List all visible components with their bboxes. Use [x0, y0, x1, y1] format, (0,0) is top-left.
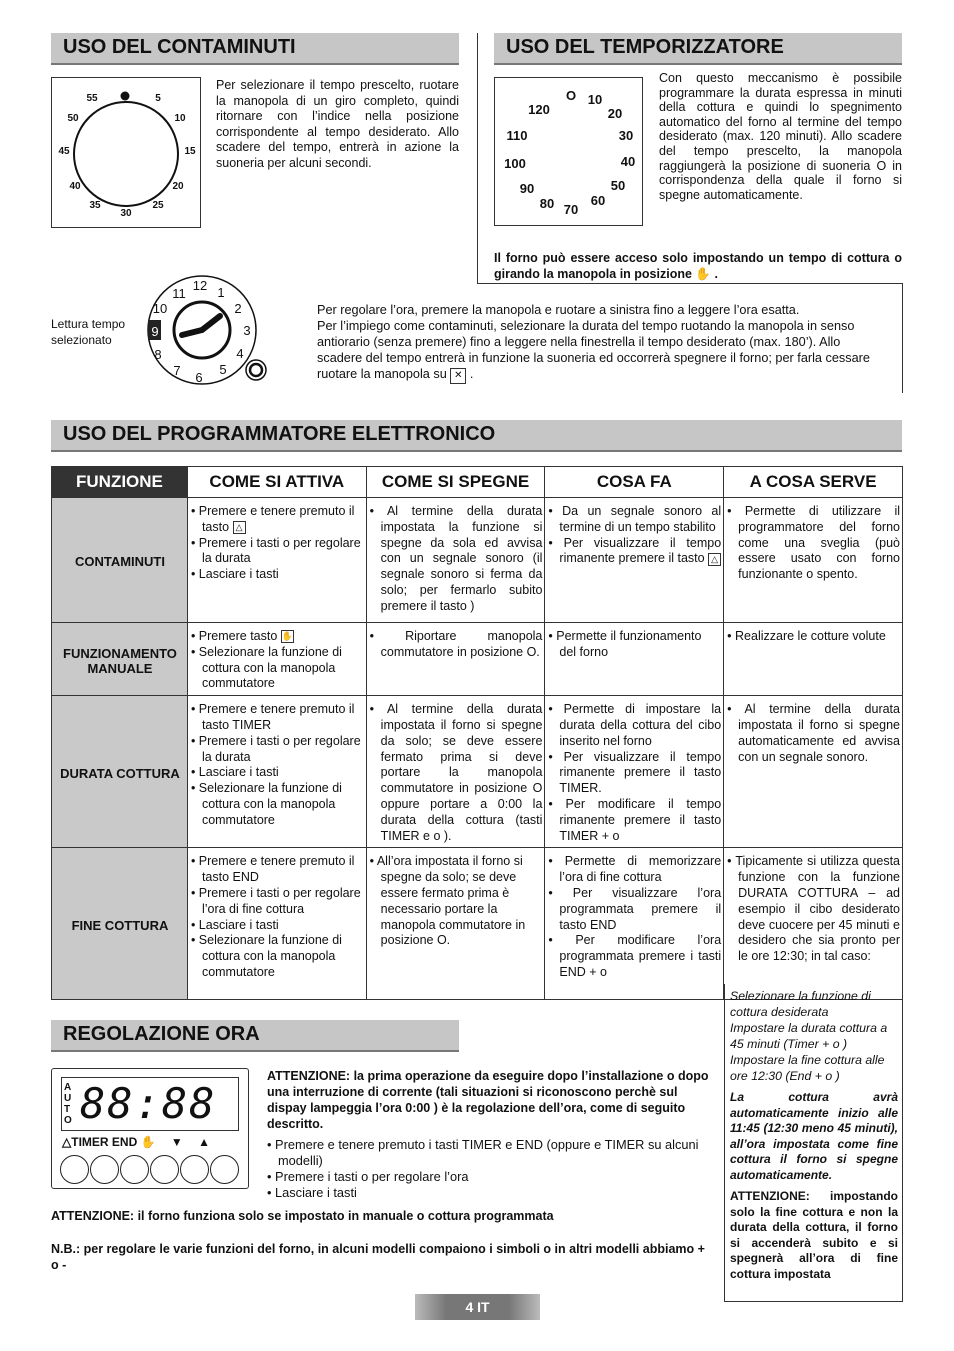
list-item: • Al termine della durata impostata il forno si spegne automaticamente ed avvisa con un segnale sonoro.	[727, 702, 900, 765]
auto-label: AUTO	[64, 1082, 72, 1126]
table-row	[52, 623, 903, 696]
list-item: • Permette di utilizzare il programmatore del forno come una sveglia (può essere usato con forno funzionante o spento.	[727, 504, 900, 583]
display-panel	[51, 1068, 249, 1189]
clock-number: 10	[152, 301, 168, 316]
temporizzatore-dial-image	[494, 77, 643, 226]
cell-spegne	[366, 623, 545, 696]
list-item: • Riportare manopola commutatore in posizione O.	[370, 629, 543, 661]
list-item: • Premere e tenere premuto i tasti TIMER e END (oppure e TIMER su alcuni modelli)	[267, 1137, 719, 1169]
temporizzatore-note: Il forno può essere acceso solo impostando un tempo di cottura o girando la manopola in posizione ✋ .	[494, 251, 902, 281]
example-text: Impostare la durata cottura a 45 minuti (Timer + o )	[730, 1021, 888, 1051]
list-item: • Premere e tenere premuto il tasto END	[191, 854, 364, 886]
list-item: • Realizzare le cotture volute	[727, 629, 900, 645]
regolazione-warning: ATTENZIONE: la prima operazione da eseguire dopo l’installazione o dopo una interruzione di corrente (tali situazioni si riconoscono perchè sul dispay lampeggia l’ora 0:00 ) è la regolazione dell’ora, come di seguito descritto.	[267, 1069, 709, 1131]
contaminuti-dial-image	[51, 77, 201, 228]
dial-label: 5	[155, 93, 161, 104]
clock-number: 5	[219, 362, 227, 377]
dial-label: 15	[184, 146, 196, 157]
cell-attiva	[187, 696, 366, 848]
display-buttons-label: △TIMER END ✋ ▼ ▲	[62, 1135, 210, 1149]
table-row	[52, 498, 903, 623]
list-item: • Selezionare la funzione di cottura con la manopola commutatore	[191, 645, 364, 692]
list-item: • Da un segnale sonoro al termine di un tempo stabilito	[548, 504, 721, 536]
timer-dial-icon	[52, 78, 200, 227]
dial-label: 50	[610, 178, 626, 193]
list-item: • Al termine della durata impostata il forno si spegne da solo; se deve essere fermato prima si deve portare la manopola commutatore in posizione O oppure portare a 0:00 la durata della cottura (tasti TIMER e o ).	[370, 702, 543, 844]
clock-number: 4	[236, 346, 244, 361]
list-item: • Per visualizzare il tempo rimanente premere il tasto △	[548, 536, 721, 568]
example-box	[724, 984, 903, 1302]
dial-label: 55	[86, 93, 98, 104]
temporizzatore-text: Con questo meccanismo è possibile programmare la durata espressa in minuti della cottura e quindi lo spegnimento automatico del forno al termine del tempo desiderato (max. 120 minuti). Allo scadere del tempo prescelto, la manopola raggiungerà la posizione di suoneria O in corrispondenza della quale il forno si spegne automaticamente.	[659, 71, 902, 202]
up-button[interactable]	[210, 1155, 239, 1184]
column-header: A COSA SERVE	[724, 467, 903, 498]
list-item: • Premere tasto ✋	[191, 629, 364, 645]
dial-label: 20	[172, 181, 184, 192]
header-programmatore: USO DEL PROGRAMMATORE ELETTRONICO	[51, 420, 902, 452]
dial-label: 100	[504, 156, 526, 171]
dial-label: 60	[590, 193, 606, 208]
list-item: • Premere e tenere premuto il tasto TIMER	[191, 702, 364, 734]
list-item: • Premere e tenere premuto il tasto △	[191, 504, 364, 536]
dial-label: 70	[563, 202, 579, 217]
column-header: COSA FA	[545, 467, 724, 498]
divider-horizontal	[477, 283, 903, 284]
arrow-down-icon: ▼	[170, 1135, 183, 1149]
clock-number: 12	[192, 278, 208, 293]
dial-label: 120	[528, 102, 550, 117]
bell-icon: △	[233, 521, 246, 534]
header-contaminuti: USO DEL CONTAMINUTI	[51, 33, 459, 65]
clock-icon	[140, 273, 275, 388]
dial-label: 10	[587, 92, 603, 107]
bell-icon: △	[708, 553, 721, 566]
column-header: FUNZIONE	[52, 467, 188, 498]
example-text: Selezionare la funzione di cottura desiderata	[730, 989, 871, 1019]
cell-attiva	[187, 848, 366, 1000]
column-header: COME SI ATTIVA	[187, 467, 366, 498]
list-item: • Premere i tasti o per regolare l’ora	[267, 1169, 719, 1185]
clock-number: 1	[217, 285, 225, 300]
bell-button[interactable]	[60, 1155, 89, 1184]
dial-label: 35	[89, 200, 101, 211]
cell-serve	[724, 848, 903, 1000]
timer-button[interactable]	[90, 1155, 119, 1184]
row-function: FUNZIONAMENTO MANUALE	[52, 623, 188, 696]
clock-text-2: Per l’impiego come contaminuti, selezionare la durata del tempo ruotando la manopola in senso antiorario (senza premere) fino a leggere nella finestrella il tempo desiderato (max. 180’). Allo scadere del tempo entrerà in funzione la suoneria ed occorrerà spegnere il forno; per farla cessare ruotare la manopola su ✕ .	[317, 318, 887, 384]
table-row	[52, 848, 903, 1000]
clock-text-1: Per regolare l’ora, premere la manopola e ruotare a sinistra fino a leggere l’ora esatta.	[317, 303, 800, 317]
list-item: • Lasciare i tasti	[267, 1185, 719, 1201]
manual-button[interactable]	[150, 1155, 179, 1184]
example-text: Impostare la fine cottura alle ore 12:30 (End + o )	[730, 1053, 885, 1083]
row-function: CONTAMINUTI	[52, 498, 188, 623]
timer-120-dial-icon	[495, 78, 642, 225]
cell-attiva	[187, 623, 366, 696]
header-regolazione: REGOLAZIONE ORA	[51, 1020, 459, 1052]
contaminuti-text: Per selezionare il tempo prescelto, ruotare la manopola di un giro completo, quindi ritornare con l’indice nella posizione corrispondente al tempo desiderato. Allo scadere del tempo, entrerà in azione la suoneria per alcuni secondi.	[216, 78, 459, 170]
display-digits: 88:88	[80, 1079, 217, 1128]
example-warning: ATTENZIONE: impostando solo la fine cottura e non la durata della cottura, il forno si accenderà subito e si spegnerà all’ora di fine cottura impostata	[730, 1189, 898, 1281]
cell-spegne	[366, 498, 545, 623]
column-header: COME SI SPEGNE	[366, 467, 545, 498]
display-screen	[61, 1077, 239, 1131]
table-header-row	[52, 467, 903, 498]
cell-serve	[724, 623, 903, 696]
dial-label: 40	[69, 181, 81, 192]
list-item: • All’ora impostata il forno si spegne da solo; se deve essere fermato prima è necessario portare la manopola commutatore in posizione O.	[370, 854, 543, 949]
example-result: La cottura avrà automaticamente inizio alle 11:45 (12:30 meno 45 minuti), all’ora impostata come fine cottura il forno si spegne automaticamente.	[730, 1090, 898, 1182]
clock-number: 3	[243, 323, 251, 338]
dial-label: 40	[620, 154, 636, 169]
clock-number: 9	[151, 324, 159, 339]
divider-vertical-right	[902, 283, 903, 393]
clock-number: 2	[234, 301, 242, 316]
dial-label: 30	[120, 208, 132, 219]
dial-label: 30	[618, 128, 634, 143]
list-item: • Premere i tasti o per regolare l’ora di fine cottura	[191, 886, 364, 918]
dial-label: 45	[58, 146, 70, 157]
list-item: • Selezionare la funzione di cottura con la manopola commutatore	[191, 781, 364, 828]
down-button[interactable]	[180, 1155, 209, 1184]
clock-number: 8	[154, 347, 162, 362]
list-item: • Tipicamente si utilizza questa funzione con la funzione DURATA COTTURA – ad esempio il cibo desiderato deve cuocere per 45 minuti e desidero che sia pronto per le ore 12:30; in tal caso:	[727, 854, 900, 965]
list-item: • Per visualizzare il tempo rimanente premere il tasto TIMER.	[548, 750, 721, 797]
dial-label: 110	[506, 128, 528, 143]
row-function: FINE COTTURA	[52, 848, 188, 1000]
table-row	[52, 696, 903, 848]
cell-cosa-fa	[545, 498, 724, 623]
cell-spegne	[366, 696, 545, 848]
dial-label: 80	[539, 196, 555, 211]
arrow-up-icon: ▲	[198, 1135, 210, 1149]
list-item: • Per visualizzare l’ora programmata premere il tasto END	[548, 886, 721, 933]
dial-label: 10	[174, 113, 186, 124]
header-temporizzatore: USO DEL TEMPORIZZATORE	[494, 33, 902, 65]
cell-attiva	[187, 498, 366, 623]
hand-icon: ✋	[695, 266, 711, 281]
list-item: • Permette di impostare la durata della cottura del cibo inserito nel forno	[548, 702, 721, 749]
dial-label: 25	[152, 200, 164, 211]
list-item: • Selezionare la funzione di cottura con la manopola commutatore	[191, 933, 364, 980]
list-item: • Permette di memorizzare l’ora di fine cottura	[548, 854, 721, 886]
clock-number: 6	[195, 370, 203, 385]
list-item: • Lasciare i tasti	[191, 918, 364, 934]
button-row	[60, 1155, 239, 1189]
list-item: • Premere i tasti o per regolare la durata	[191, 734, 364, 766]
clock-number: 7	[173, 363, 181, 378]
page-number: 4 IT	[415, 1294, 540, 1320]
regolazione-steps	[267, 1137, 719, 1201]
cell-cosa-fa	[545, 623, 724, 696]
list-item: • Lasciare i tasti	[191, 765, 364, 781]
cell-serve	[724, 498, 903, 623]
nb-note: N.B.: per regolare le varie funzioni del forno, in alcuni modelli compaiono i simboli o in altri modelli abbiamo + o -	[51, 1242, 705, 1272]
clock-label: Lettura tempo selezionato	[51, 317, 126, 347]
list-item: • Lasciare i tasti	[191, 567, 364, 583]
bell-off-icon: ✕	[450, 368, 466, 384]
cell-spegne	[366, 848, 545, 1000]
attenzione-manuale: ATTENZIONE: il forno funziona solo se impostato in manuale o cottura programmata	[51, 1209, 554, 1223]
divider-vertical	[477, 33, 478, 283]
row-function: DURATA COTTURA	[52, 696, 188, 848]
list-item: • Per modificare l’ora programmata premere i tasti END + o	[548, 933, 721, 980]
cell-serve	[724, 696, 903, 848]
clock-number: 11	[172, 286, 186, 301]
cell-cosa-fa	[545, 696, 724, 848]
dial-label: O	[565, 88, 577, 103]
bell-icon: △	[62, 1135, 72, 1149]
dial-label: 90	[519, 181, 535, 196]
dial-label: 20	[607, 106, 623, 121]
cell-cosa-fa	[545, 848, 724, 1000]
programmatore-table	[51, 466, 903, 1000]
hand-icon: ✋	[140, 1135, 156, 1149]
dial-label: 50	[67, 113, 79, 124]
list-item: • Premere i tasti o per regolare la durata	[191, 536, 364, 568]
hand-icon: ✋	[281, 631, 294, 642]
list-item: • Per modificare il tempo rimanente premere il tasto TIMER + o	[548, 797, 721, 844]
end-button[interactable]	[120, 1155, 149, 1184]
list-item: • Al termine della durata impostata la funzione si spegne da sola ed avvisa con un segnale sonoro (il segnale sonoro si ferma da solo; per fermarlo subito premere il tasto )	[370, 504, 543, 615]
list-item: • Permette il funzionamento del forno	[548, 629, 721, 661]
